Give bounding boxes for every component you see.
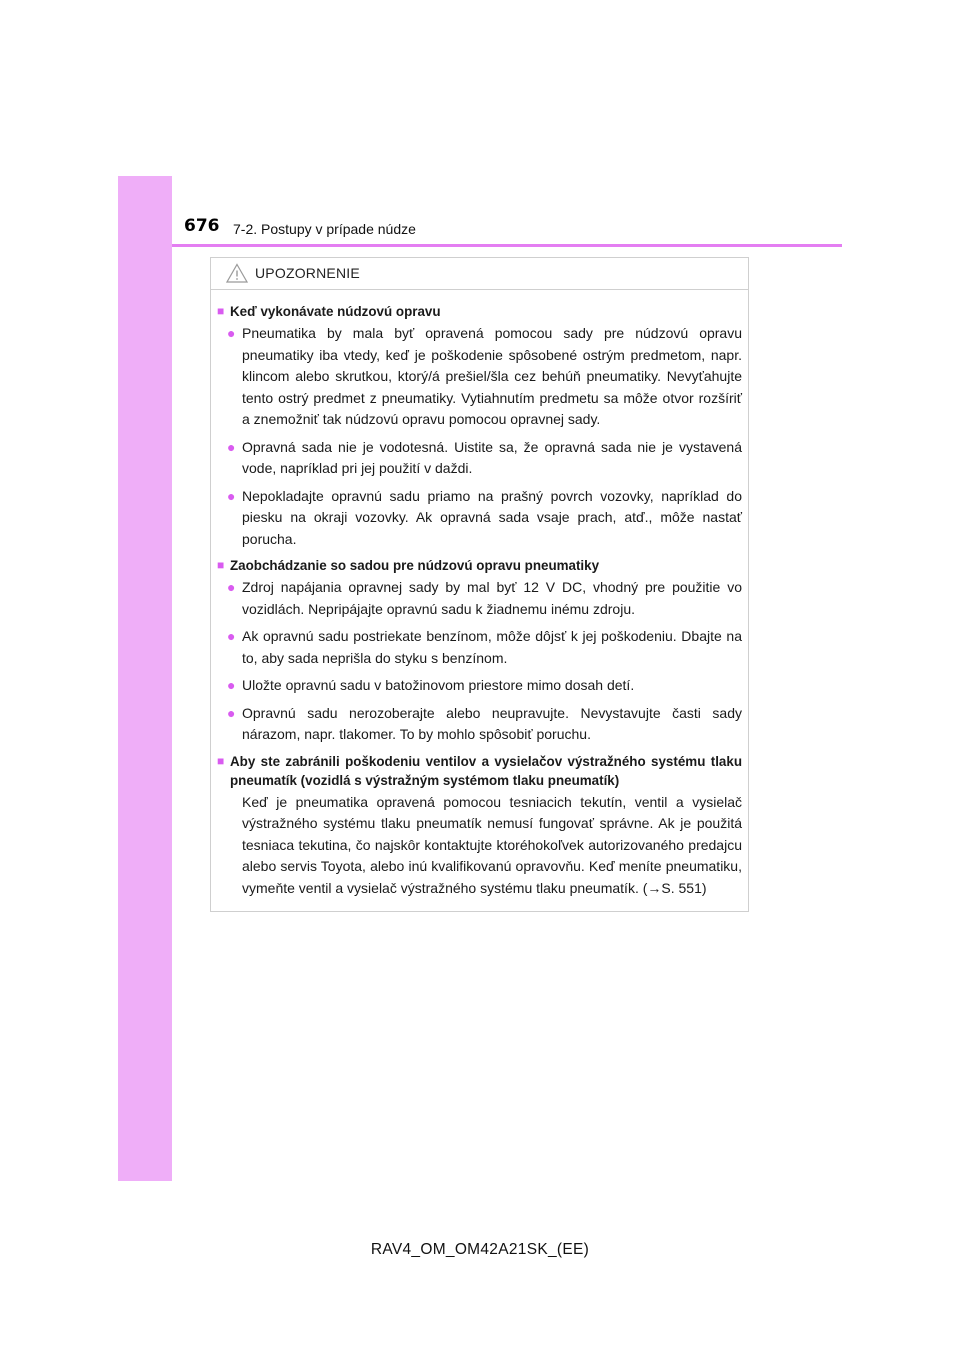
circle-bullet-icon: ● bbox=[227, 704, 236, 721]
square-bullet-icon: ■ bbox=[217, 304, 225, 318]
square-bullet-icon: ■ bbox=[217, 753, 225, 768]
section-title: 7-2. Postupy v prípade núdze bbox=[233, 221, 416, 237]
list-item: ● Nepokladajte opravnú sadu priamo na prašný povrch vozovky, napríklad do piesku na okraji vozovky. Ak opravná sada vsaje prach, atď., môže nastať porucha. bbox=[217, 486, 742, 551]
page-number: 676 bbox=[184, 216, 220, 236]
list-item: ● Opravná sada nie je vodotesná. Uistite sa, že opravná sada nie je vystavená vode, napríklad pri jej použití v daždi. bbox=[217, 437, 742, 480]
list-item: ● Ak opravnú sadu postriekate benzínom, môže dôjsť k jej poškodeniu. Dbajte na to, aby sada neprišla do styku s benzínom. bbox=[217, 626, 742, 669]
circle-bullet-icon: ● bbox=[227, 325, 236, 341]
section-heading: ■ Aby ste zabránili poškodeniu ventilov a vysielačov výstražného systému tlaku pneumatík (vozidlá s výstražným systémom tlaku pneumatík) bbox=[217, 753, 742, 788]
list-item: ● Uložte opravnú sadu v batožinovom priestore mimo dosah detí. bbox=[217, 675, 742, 697]
circle-bullet-icon: ● bbox=[227, 677, 236, 693]
warning-label: UPOZORNENIE bbox=[255, 265, 360, 281]
square-bullet-icon: ■ bbox=[217, 558, 225, 572]
header-rule bbox=[172, 244, 842, 247]
warning-header bbox=[211, 258, 748, 290]
list-item: ● Opravnú sadu nerozoberajte alebo neupravujte. Nevystavujte časti sady nárazom, napr. tlakomer. To by mohlo spôsobiť poruchu. bbox=[217, 703, 742, 746]
warning-box bbox=[210, 257, 749, 912]
circle-bullet-icon: ● bbox=[227, 628, 236, 644]
side-color-band bbox=[118, 176, 172, 1181]
warning-triangle-icon bbox=[226, 263, 248, 283]
circle-bullet-icon: ● bbox=[227, 438, 236, 455]
circle-bullet-icon: ● bbox=[227, 487, 236, 504]
list-item: ● Zdroj napájania opravnej sady by mal byť 12 V DC, vhodný pre použitie vo vozidlách. Nepripájajte opravnú sadu k žiadnemu inému zdroju. bbox=[217, 577, 742, 620]
warning-body bbox=[211, 290, 748, 899]
document-code: RAV4_OM_OM42A21SK_(EE) bbox=[370, 1241, 590, 1258]
section-heading: ■ Zaobchádzanie so sadou pre núdzovú opravu pneumatiky bbox=[217, 558, 600, 573]
section-paragraph: Keď je pneumatika opravená pomocou tesniacich tekutín, ventil a vysielač výstražného systému tlaku pneumatík nemusí fungovať správne. Ak je použitá tesniaca tekutina, čo najskôr kontaktujte ktoréhokoľvek autorizovaného predajcu alebo servis Toyota, alebo inú kvalifikovanú opravovňu. Keď meníte pneumatiku, vymeňte ventil a vysielač výstražného systému tlaku pneumatík. (→S. 551) bbox=[242, 793, 742, 896]
section-heading: ■ Keď vykonávate núdzovú opravu bbox=[217, 304, 441, 319]
list-item: ● Pneumatika by mala byť opravená pomocou sady pre núdzovú opravu pneumatiky iba vtedy, keď je poškodenie spôsobené ostrým predmetom, napr. klincom alebo skrutkou, ktorý/á prešiel/šla cez behúň pneumatiky. Nevyťahujte tento ostrý predmet z pneumatiky. Vytiahnutím predmetu sa môže otvor rozšíriť a znemožniť tak núdzovú opravu pomocou opravnej sady. bbox=[217, 323, 742, 431]
circle-bullet-icon: ● bbox=[227, 579, 236, 595]
